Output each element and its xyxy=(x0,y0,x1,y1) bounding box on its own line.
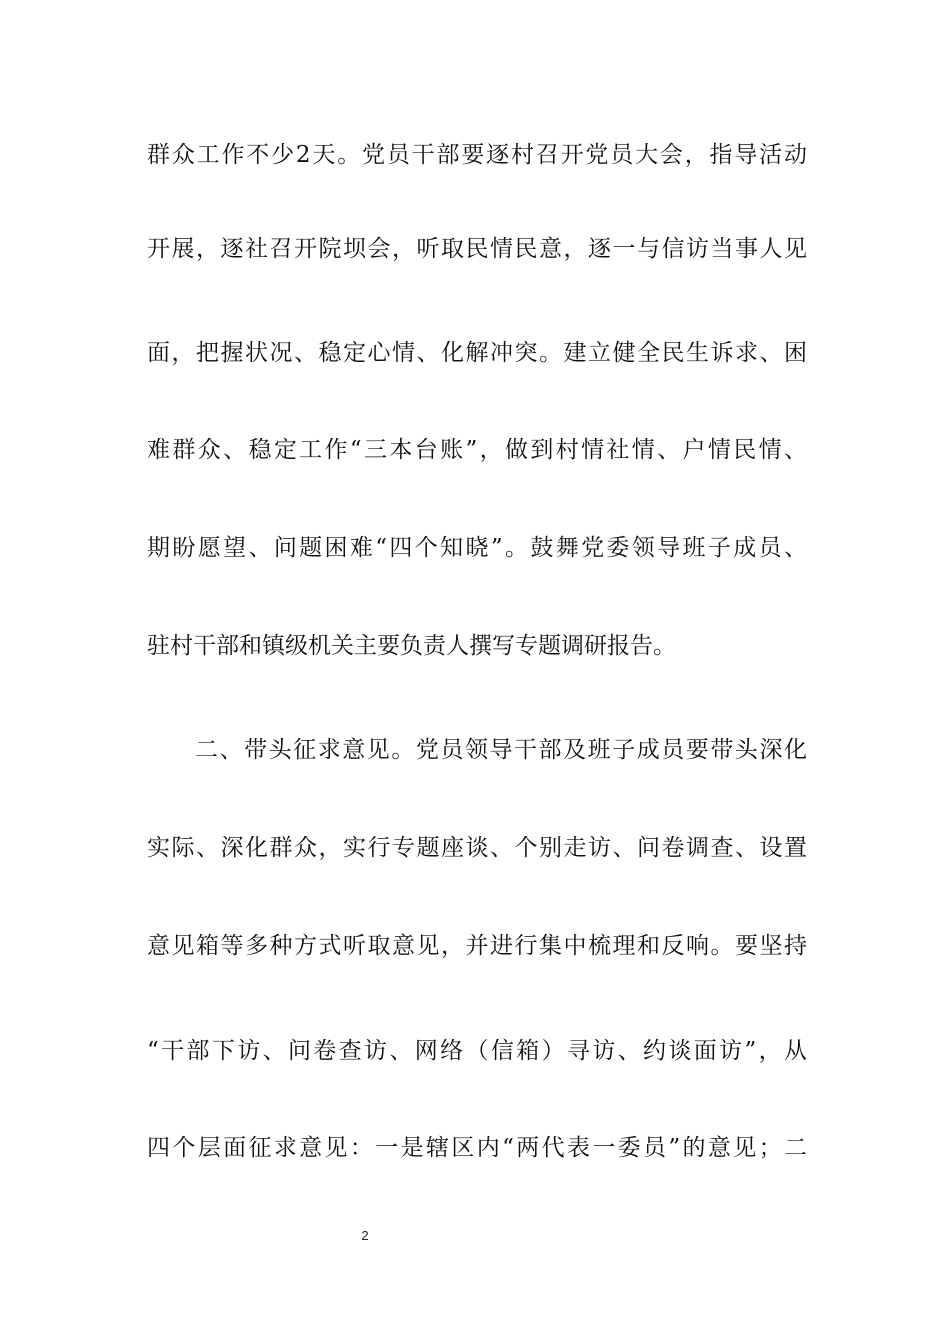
paragraph-1-line-1: 群众工作不少2天。党员干部要逐村召开党员大会，指导活动 xyxy=(147,142,807,168)
paragraph-2-line-4: “干部下访、问卷查访、网络（信箱）寻访、约谈面访”，从 xyxy=(147,1038,807,1064)
paragraph-1-line-2: 开展，逐社召开院坝会，听取民情民意，逐一与信访当事人见 xyxy=(147,236,807,262)
paragraph-1-line-4: 难群众、稳定工作“三本台账”，做到村情社情、户情民情、 xyxy=(147,437,807,463)
paragraph-1-line-3: 面，把握状况、稳定心情、化解冲突。建立健全民生诉求、困 xyxy=(147,340,807,366)
paragraph-2-line-1: 二、带头征求意见。党员领导干部及班子成员要带头深化 xyxy=(195,737,807,763)
paragraph-2-line-2: 实际、深化群众，实行专题座谈、个别走访、问卷调查、设置 xyxy=(147,835,807,861)
paragraph-1-line-5: 期盼愿望、问题困难“四个知晓”。鼓舞党委领导班子成员、 xyxy=(147,535,807,561)
paragraph-2-line-3: 意见箱等多种方式听取意见，并进行集中梳理和反响。要坚持 xyxy=(147,933,807,959)
page-number: 2 xyxy=(361,1228,369,1243)
paragraph-1-line-6: 驻村干部和镇级机关主要负责人撰写专题调研报告。 xyxy=(147,633,676,659)
paragraph-2-line-5: 四个层面征求意见：一是辖区内“两代表一委员”的意见；二 xyxy=(147,1135,807,1161)
